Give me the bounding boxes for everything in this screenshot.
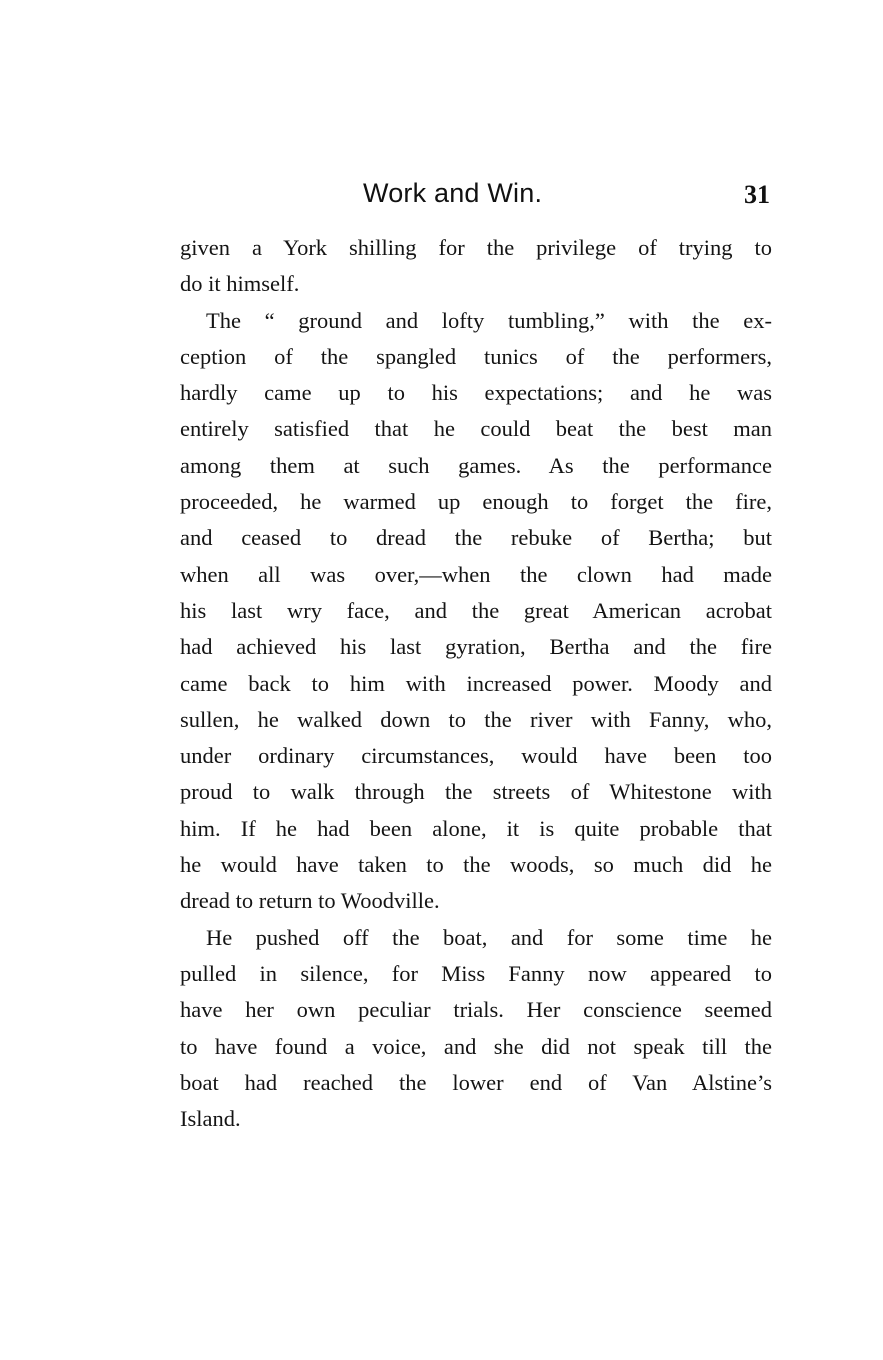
- text-line: hardly came up to his expectations; and he was: [180, 380, 772, 406]
- text-line: he would have taken to the woods, so much did he: [180, 852, 772, 878]
- text-line: him. If he had been alone, it is quite probable that: [180, 815, 772, 841]
- paragraph-1: [180, 230, 772, 303]
- text-line: given a York shilling for the privilege of trying to: [180, 235, 772, 260]
- text-line: proud to walk through the streets of Whitestone with: [180, 779, 772, 805]
- text-line: ception of the spangled tunics of the performers,: [180, 343, 772, 369]
- text-line: proceeded, he warmed up enough to forget the fire,: [180, 489, 772, 515]
- body-text: [180, 230, 772, 1137]
- text-line: sullen, he walked down to the river with Fanny, who,: [180, 706, 772, 732]
- text-line: The “ ground and lofty tumbling,” with the ex-: [206, 307, 772, 333]
- text-line: to have found a voice, and she did not speak till the: [180, 1033, 772, 1059]
- text-line: entirely satisfied that he could beat the best man: [180, 416, 772, 442]
- text-line: pulled in silence, for Miss Fanny now appeared to: [180, 960, 772, 986]
- page-number: 31: [744, 180, 770, 209]
- text-line: dread to return to Woodville.: [180, 888, 440, 914]
- running-title: Work and Win.: [363, 178, 543, 208]
- text-line: do it himself.: [180, 271, 300, 297]
- text-line: under ordinary circumstances, would have been too: [180, 743, 772, 769]
- page-header: [180, 178, 772, 214]
- text-line: Island.: [180, 1106, 241, 1132]
- text-line: among them at such games. As the performance: [180, 452, 772, 478]
- paragraph-2: [180, 303, 772, 920]
- text-line: have her own peculiar trials. Her conscience seemed: [180, 997, 772, 1023]
- text-line: his last wry face, and the great American acrobat: [180, 597, 772, 623]
- text-line: when all was over,—when the clown had made: [180, 561, 772, 587]
- paragraph-3: [180, 920, 772, 1138]
- text-line: came back to him with increased power. Moody and: [180, 670, 772, 696]
- text-line: He pushed off the boat, and for some time he: [206, 924, 772, 950]
- text-line: had achieved his last gyration, Bertha and the fire: [180, 634, 772, 660]
- text-line: boat had reached the lower end of Van Alstine’s: [180, 1069, 772, 1095]
- text-line: and ceased to dread the rebuke of Bertha; but: [180, 525, 772, 551]
